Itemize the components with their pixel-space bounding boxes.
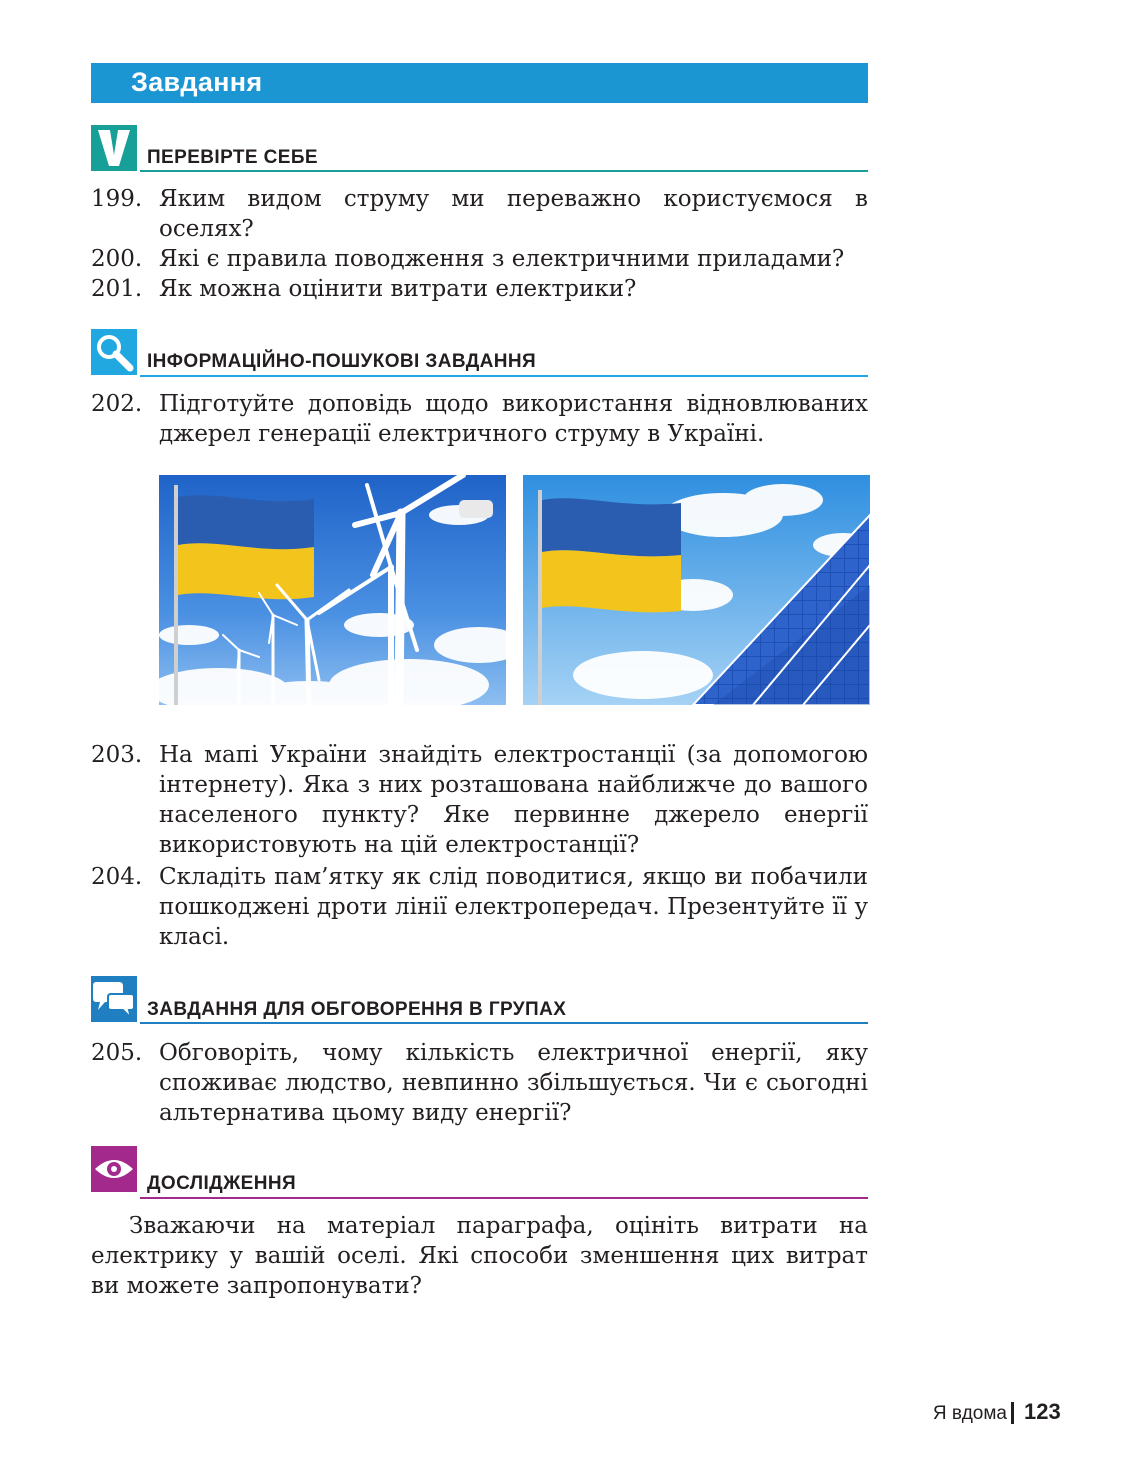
task-203 — [91, 740, 868, 860]
section-divider — [140, 1197, 868, 1199]
page-number: 123 — [1024, 1399, 1061, 1424]
task-202 — [91, 389, 868, 449]
section-divider — [140, 1022, 868, 1024]
task-number: 201. — [91, 276, 143, 302]
task-number: 200. — [91, 246, 143, 272]
task-205 — [91, 1038, 868, 1128]
magnifier-icon — [91, 329, 137, 375]
eye-icon — [91, 1146, 137, 1192]
task-number: 199. — [91, 186, 143, 212]
section-title-search: ІНФОРМАЦІЙНО-ПОШУКОВІ ЗАВДАННЯ — [147, 351, 537, 372]
photo-wind-turbines — [159, 475, 506, 705]
task-199 — [91, 184, 868, 244]
task-200 — [91, 244, 868, 274]
speech-bubbles-icon — [91, 976, 137, 1022]
task-204 — [91, 862, 868, 952]
task-201 — [91, 274, 868, 304]
task-number: 203. — [91, 742, 143, 768]
section-banner — [91, 63, 868, 103]
checkmark-icon — [91, 125, 137, 171]
task-text: Складіть пам’ятку як слід поводитися, якщо ви побачили пошкоджені дроти лінії електропередач. Презентуйте її у класі. — [159, 864, 868, 950]
task-number: 204. — [91, 864, 143, 890]
section-title-research: ДОСЛІДЖЕННЯ — [147, 1173, 297, 1194]
task-text: Обговоріть, чому кількість електричної енергії, яку споживає людство, невпинно збільшується. Чи є сьогодні альтернатива цьому виду енергії? — [159, 1040, 868, 1126]
section-title-discussion: ЗАВДАННЯ ДЛЯ ОБГОВОРЕННЯ В ГРУПАХ — [147, 999, 567, 1020]
section-divider — [140, 375, 868, 377]
task-text: Які є правила поводження з електричними приладами? — [159, 246, 845, 272]
task-number: 205. — [91, 1040, 143, 1066]
footer-separator — [1011, 1402, 1014, 1424]
task-text: Підготуйте доповідь щодо використання відновлюваних джерел генерації електричного струму в Україні. — [159, 391, 868, 447]
banner-title: Завдання — [131, 67, 263, 97]
task-text: На мапі України знайдіть електростанції (за допомогою інтернету). Яка з них розташована найближче до вашого населеного пункту? Яке первинне джерело енергії використовують на цій електростанції? — [159, 742, 868, 858]
footer-chapter-label: Я вдома — [932, 1403, 1007, 1424]
section-divider — [140, 170, 868, 172]
section-title-check: ПЕРЕВІРТЕ СЕБЕ — [147, 147, 318, 168]
photo-solar-panels — [523, 475, 870, 705]
task-text: Як можна оцінити витрати електрики? — [159, 276, 637, 302]
task-number: 202. — [91, 391, 143, 417]
task-text: Яким видом струму ми переважно користуємося в оселях? — [159, 186, 868, 242]
research-paragraph: Зважаючи на матеріал параграфа, оцініть витрати на електрику у вашій оселі. Які способи зменшення цих витрат ви можете запропонувати? — [91, 1213, 868, 1299]
